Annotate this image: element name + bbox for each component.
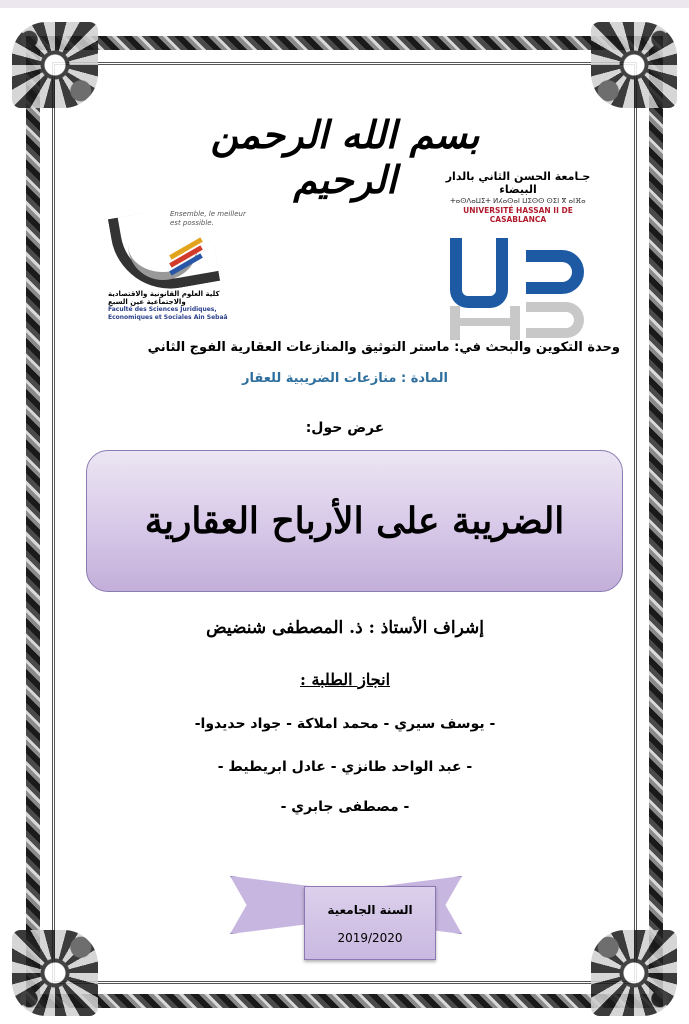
faculty-logo	[108, 188, 248, 288]
academic-year-label: السنة الجامعية	[327, 903, 413, 917]
academic-year-value: 2019/2020	[337, 931, 403, 945]
corner-ornament-top-left	[12, 22, 98, 108]
supervisor-line: إشراف الأستاذ : ذ. المصطفى شنضيض	[206, 618, 484, 638]
university-logo-block	[438, 170, 598, 342]
faculty-logo-block	[108, 188, 248, 322]
logo-arabic-shape-grey	[526, 302, 584, 338]
university-name-tifinagh: ⵜⴰⵙⴷⴰⵡⵉⵜ ⵍⵃⴰⵙⴰⵏ ⵡⵉⵙⵙ ⵙⵉⵏ ⴳ ⴰⵏⴼⴰ	[450, 197, 586, 205]
university-name-fr: UNIVERSITÉ HASSAN II DE CASABLANCA	[463, 206, 573, 224]
faculty-name-ar: كلية العلوم القانونية والاقتصادية والاجتماعية عين السبع	[108, 290, 220, 306]
unit-line: وحدة التكوين والبحث في: ماستر التوثيق والمنازعات العقارية الفوج الثاني	[147, 340, 620, 355]
students-line-2: - عبد الواحد طانزي - عادل ابريطيط -	[217, 759, 473, 775]
subject-text: المادة : منازعات الضريبية للعقار	[242, 371, 448, 386]
corner-ornament-bottom-right	[591, 930, 677, 1016]
subject-line	[70, 371, 620, 386]
university-name-ar: جـامعة الحسن الثاني بالدار البيضاء	[445, 170, 591, 196]
main-title: الضريبة على الأرباح العقارية	[144, 500, 565, 542]
corner-ornament-bottom-left	[12, 930, 98, 1016]
faculty-name-fr-2: Economiques et Sociales Ain Sebaâ	[108, 314, 228, 321]
logo-h-bar	[458, 318, 512, 326]
presentation-label: عرض حول:	[305, 420, 385, 436]
university-logo	[438, 232, 598, 342]
logo-u-shape	[450, 238, 508, 308]
students-line-1: - يوسف سيري - محمد املاكة - جواد حديدوا-	[194, 716, 496, 732]
title-box	[86, 450, 623, 592]
logo-arabic-shape	[526, 250, 584, 294]
basmala-calligraphy: بسم الله الرحمن الرحيم	[210, 112, 480, 202]
top-bar	[0, 0, 689, 8]
faculty-slogan: Ensemble, le meilleur est possible.	[170, 210, 246, 227]
academic-year-ribbon	[304, 886, 436, 960]
students-line-3: - مصطفى جابري -	[280, 799, 410, 815]
corner-ornament-top-right	[591, 22, 677, 108]
students-label: انجاز الطلبة :	[299, 670, 391, 689]
faculty-name-fr-1: Faculté des Sciences Juridiques,	[108, 306, 217, 313]
